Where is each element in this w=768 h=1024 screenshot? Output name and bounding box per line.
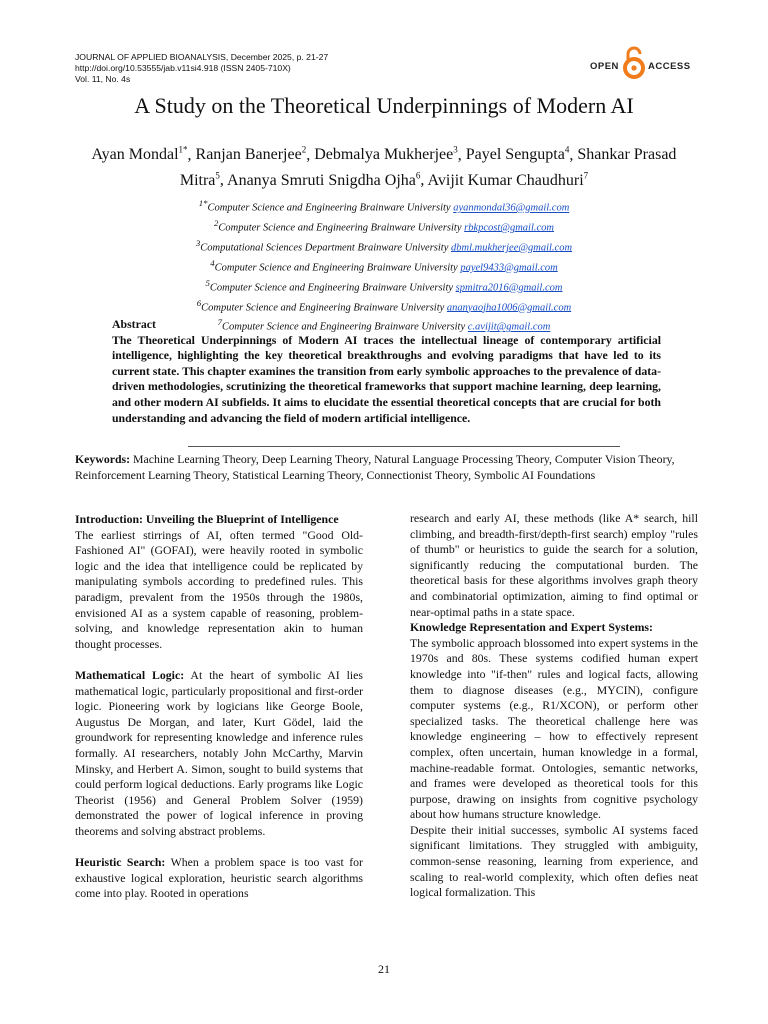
affiliation-5: $^5$Computer Science and Engineering Brainware University spmitra2016@gmail.com [205, 277, 563, 294]
email-link-7[interactable]: c.avijit@gmail.com [467, 321, 551, 333]
author-7: Avijit Kumar Chaudhuri$^7$ [427, 170, 589, 189]
heuristic-heading: Heuristic Search: [75, 855, 166, 870]
logic-heading: Mathematical Logic: [75, 667, 185, 682]
affiliation-1: $^{1*}$Computer Science and Engineering Brainware University ayanmondal36@gmail.com [198, 198, 570, 214]
author-2: Ranjan Banerjee$^2$ [195, 145, 307, 164]
email-link-2[interactable]: rbkpcost@gmail.com [464, 222, 554, 234]
heuristic-paragraph: Heuristic Search: When a problem space is too vast for exhaustive logical exploration, heuristic search algorithms come into play. Rooted in operations [75, 855, 363, 901]
logic-paragraph: Mathematical Logic: At the heart of symbolic AI lies mathematical logic, particularly propositional and first-order logic. Pioneering work by logicians like George Boole, Augustus De Morgan, and later, Kurt Gödel, laid the groundwork for representing knowledge and inference rules formally. AI researchers, notably John McCarthy, Marvin Minsky, and Herbert A. Simon, sought to build systems that could perform logical deductions. Early programs like Logic Theorist (1956) and General Problem Solver (1959) demonstrated the power of logical inference in proving theorems and solving abstract problems. [75, 667, 363, 838]
intro-paragraph: The earliest stirrings of AI, often termed "Good Old-Fashioned AI" (GOFAI), were heavily rooted in symbolic logic and the idea that intelligence could be replicated by manipulating symbols according to predefined rules. This paradigm, prevalent from the 1950s through the 1980s, envisioned AI as a system capable of reasoning, problem-solving, and knowledge representation akin to human thought processes. [75, 527, 363, 651]
open-access-badge [590, 46, 700, 82]
keywords [75, 452, 695, 483]
keywords-label: Keywords: [75, 452, 131, 466]
paper-title: A Study on the Theoretical Underpinnings of Modern AI [134, 93, 634, 118]
open-access-word-open: OPEN [590, 61, 619, 72]
intro-heading: Introduction: Unveiling the Blueprint of Intelligence [75, 512, 339, 526]
email-link-1[interactable]: ayanmondal36@gmail.com [453, 202, 570, 214]
affiliation-list [90, 196, 678, 335]
affiliation-2: $^2$Computer Science and Engineering Brainware University rbkpcost@gmail.com [214, 217, 554, 234]
journal-volume: Vol. 11, No. 4s [75, 74, 131, 84]
email-link-4[interactable]: payel9433@gmail.com [460, 262, 558, 274]
email-link-3[interactable]: dbml.mukherjee@gmail.com [451, 242, 573, 254]
abstract-heading: Abstract [112, 317, 156, 331]
open-access-lock-icon [622, 46, 646, 80]
left-column [75, 512, 363, 902]
email-link-5[interactable]: spmitra2016@gmail.com [455, 282, 563, 294]
abstract [112, 317, 661, 426]
limitations-paragraph: Despite their initial successes, symbolic AI systems faced significant limitations. They struggled with ambiguity, common-sense reasoning, learning from experience, and scaling to real-world complexity, which often defies neat logical formalization. This [410, 822, 698, 900]
affiliation-7: $^7$Computer Science and Engineering Brainware University c.avijit@gmail.com [217, 317, 551, 333]
author-6: Ananya Smruti Snigdha Ojha$^6$ [227, 170, 421, 189]
affiliation-3: $^3$Computational Sciences Department Brainware University dbml.mukherjee@gmail.com [195, 237, 573, 254]
journal-citation: JOURNAL OF APPLIED BIOANALYSIS, December 2025, p. 21-27 [75, 52, 329, 62]
right-column [410, 511, 698, 901]
author-1: Ayan Mondal$^{1*}$ [91, 145, 188, 164]
affiliation-6: $^6$Computer Science and Engineering Brainware University ananyaojha1006@gmail.com [196, 297, 572, 314]
page-number: 21 [378, 962, 390, 976]
email-link-6[interactable]: ananyaojha1006@gmail.com [446, 302, 572, 314]
author-3: Debmalya Mukherjee$^3$ [314, 145, 458, 164]
author-list: Ayan Mondal$^{1*}$, Ranjan Banerjee$^2$, Debmalya Mukherjee$^3$, Payel Sengupta$^4$, Shankar Prasad Mitra$^5$, Ananya Smruti Snigdha Ojha$^6$, Avijit Kumar Chaudhuri$^7$ [91, 145, 677, 189]
author-5: Shankar Prasad Mitra$^5$ [179, 146, 677, 189]
journal-doi[interactable]: http://doi.org/10.53555/jab.v11si4.918 (ISSN 2405-710X) [75, 63, 291, 73]
section-divider [188, 446, 620, 447]
knowledge-representation-heading: Knowledge Representation and Expert Systems: [410, 620, 653, 635]
keywords-text: Machine Learning Theory, Deep Learning Theory, Natural Language Processing Theory, Computer Vision Theory, Reinforcement Learning Theory, Statistical Learning Theory, Connectionist Theory, Symbolic AI Foundations [75, 452, 675, 482]
open-access-word-access: ACCESS [648, 61, 691, 72]
heuristic-continued: research and early AI, these methods (like A* search, hill climbing, and breadth-first/depth-first search) employ "rules of thumb" or heuristics to guide the search for a solution, significantly reducing the computational burden. The theoretical basis for these algorithms involves graph theory and combinatorial optimization, aiming to find optimal or near-optimal paths in a state space. [410, 511, 698, 619]
affiliation-4: $^4$Computer Science and Engineering Brainware University payel9433@gmail.com [210, 257, 558, 274]
knowledge-representation-paragraph: The symbolic approach blossomed into expert systems in the 1970s and 80s. These systems codified human expert knowledge into "if-then" rules and logical facts, allowing them to diagnose diseases (e.g., MYCIN), configure computer systems (e.g., R1/XCON), or perform other specialized tasks. The theoretical challenge here was knowledge engineering – how to effectively represent complex, often uncertain, human knowledge in a formal, machine-readable format. Ontologies, semantic networks, and frames were developed as theoretical tools for this purpose, drawing on insights from cognitive psychology about how humans structure knowledge. [410, 635, 698, 822]
abstract-text: The Theoretical Underpinnings of Modern AI traces the intellectual lineage of contemporary artificial intelligence, highlighting the key theoretical breakthroughs and evolving paradigms that have led to its current state. This chapter examines the transition from early symbolic approaches to the prevalence of data-driven methodologies, scrutinizing the theoretical frameworks that support machine learning, deep learning, and other modern AI subfields. It aims to elucidate the essential theoretical concepts that are crucial for both understanding and advancing the field of modern artificial intelligence. [112, 332, 661, 425]
author-4: Payel Sengupta$^4$ [465, 145, 570, 164]
journal-header [75, 52, 328, 85]
